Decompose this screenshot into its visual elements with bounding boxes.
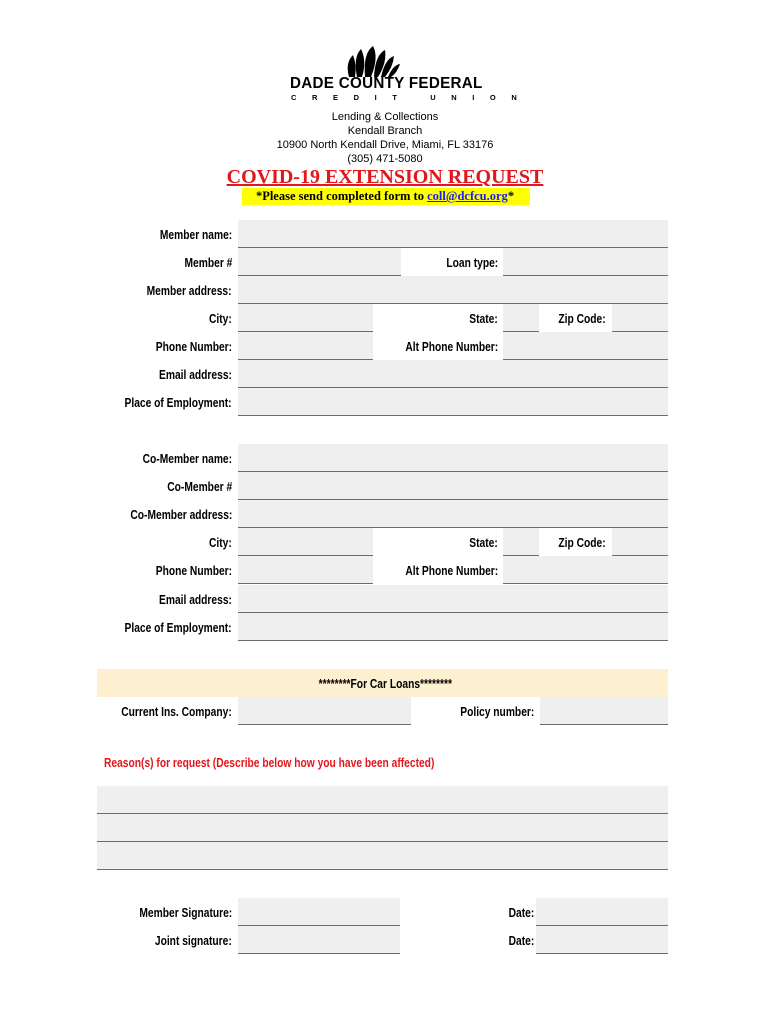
member-date-field[interactable] [536, 898, 668, 926]
comember-state-field[interactable] [503, 528, 539, 556]
comember-number-label: Co-Member # [167, 480, 232, 494]
member-zip-label: Zip Code: [558, 312, 606, 326]
branch-line: Kendall Branch [347, 125, 423, 137]
member-city-label: City: [209, 312, 232, 326]
member-signature-field[interactable] [238, 898, 400, 926]
comember-city-label: City: [209, 536, 232, 550]
comember-zip-label: Zip Code: [558, 536, 606, 550]
comember-email-label: Email address: [159, 593, 232, 607]
logo-subtitle: CREDIT UNION [291, 93, 533, 102]
loan-type-field[interactable] [503, 248, 668, 276]
member-signature-label: Member Signature: [139, 906, 232, 920]
member-date-label: Date: [508, 906, 534, 920]
member-employment-field[interactable] [238, 388, 668, 416]
ins-company-label: Current Ins. Company: [121, 705, 232, 719]
comember-state-label: State: [469, 536, 498, 550]
comember-city-field[interactable] [238, 528, 373, 556]
comember-address-label: Co-Member address: [130, 508, 232, 522]
comember-phone-field[interactable] [238, 556, 373, 584]
comember-email-field[interactable] [238, 585, 668, 613]
member-number-field[interactable] [238, 248, 401, 276]
member-address-field[interactable] [238, 276, 668, 304]
joint-signature-label: Joint signature: [155, 934, 232, 948]
comember-zip-field[interactable] [612, 528, 668, 556]
email-instruction: *Please send completed form to coll@dcfcu.org* [255, 189, 515, 203]
reason-line-1[interactable] [97, 786, 668, 814]
phone-line: (305) 471-5080 [347, 153, 423, 165]
address-line: 10900 North Kendall Drive, Miami, FL 33176 [276, 139, 494, 151]
department-line: Lending & Collections [331, 111, 439, 123]
reason-line-3[interactable] [97, 842, 668, 870]
member-city-field[interactable] [238, 304, 373, 332]
comember-employment-field[interactable] [238, 613, 668, 641]
comember-number-field[interactable] [238, 472, 668, 500]
logo-wordmark: DADE COUNTY FEDERAL [290, 75, 483, 92]
comember-name-label: Co-Member name: [142, 452, 232, 466]
member-email-field[interactable] [238, 360, 668, 388]
member-alt-phone-label: Alt Phone Number: [405, 340, 498, 354]
joint-date-field[interactable] [536, 926, 668, 954]
member-state-field[interactable] [503, 304, 539, 332]
member-number-label: Member # [184, 256, 232, 270]
member-employment-label: Place of Employment: [124, 396, 232, 410]
member-phone-label: Phone Number: [155, 340, 232, 354]
member-name-label: Member name: [159, 228, 232, 242]
member-state-label: State: [469, 312, 498, 326]
email-link[interactable]: coll@dcfcu.org [427, 189, 508, 203]
ins-company-field[interactable] [238, 697, 411, 725]
member-zip-field[interactable] [612, 304, 668, 332]
joint-signature-field[interactable] [238, 926, 400, 954]
comember-phone-label: Phone Number: [155, 564, 232, 578]
comember-alt-phone-field[interactable] [503, 556, 668, 584]
member-name-field[interactable] [238, 220, 668, 248]
comember-name-field[interactable] [238, 444, 668, 472]
comember-address-field[interactable] [238, 500, 668, 528]
member-email-label: Email address: [159, 368, 232, 382]
joint-date-label: Date: [508, 934, 534, 948]
loan-type-label: Loan type: [446, 256, 498, 270]
policy-number-field[interactable] [540, 697, 668, 725]
comember-employment-label: Place of Employment: [124, 621, 232, 635]
shell-logo-icon [345, 45, 401, 79]
member-address-label: Member address: [147, 284, 232, 298]
reason-label: Reason(s) for request (Describe below how you have been affected) [104, 756, 435, 770]
form-title: COVID-19 EXTENSION REQUEST [226, 166, 544, 188]
car-loans-heading: ********For Car Loans******** [318, 677, 452, 691]
member-phone-field[interactable] [238, 332, 373, 360]
comember-alt-phone-label: Alt Phone Number: [405, 564, 498, 578]
reason-line-2[interactable] [97, 814, 668, 842]
member-alt-phone-field[interactable] [503, 332, 668, 360]
policy-number-label: Policy number: [459, 705, 534, 719]
